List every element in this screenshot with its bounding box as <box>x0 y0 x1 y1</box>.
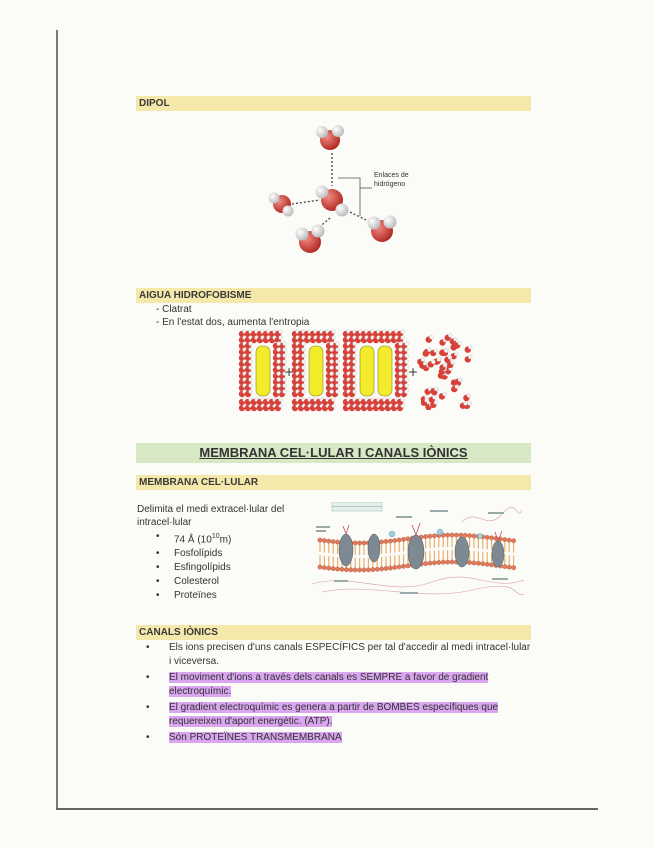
water-dipole-diagram <box>260 118 430 268</box>
membrana-intro: Delimita el medi extracel·lular del intracel·lular <box>137 504 285 528</box>
solute-rod-1 <box>256 346 270 396</box>
aigua-list <box>156 303 309 329</box>
membrana-item-fosfolipids: • Fosfolípids <box>156 547 231 561</box>
page-edge-bottom <box>56 808 598 810</box>
canals-item-transmembrana: • Són PROTEÏNES TRANSMEMBRANA <box>146 731 531 745</box>
main-title: MEMBRANA CEL·LULAR I CANALS IÒNICS <box>136 443 531 463</box>
aigua-item-clatrat: - Clatrat <box>156 303 309 316</box>
section-header-aigua: AIGUA HIDROFOBISME <box>136 288 531 303</box>
membrana-item-thickness: • 74 Å $(10^{10}m)$ <box>156 530 231 547</box>
membrana-list <box>156 530 231 603</box>
membrana-item-proteines: • Proteïnes <box>156 589 231 603</box>
canals-list <box>146 641 531 747</box>
plus-sign-1: + <box>284 365 295 379</box>
annotation-line-1: Enlaces de <box>374 172 409 179</box>
cell-membrane-diagram <box>312 502 524 604</box>
solute-rod-4 <box>378 346 392 396</box>
canals-item-gradient: • El moviment d'ions a través dels canals es SEMPRE a favor de gradient electroquímic. <box>146 671 531 699</box>
section-header-dipol: DIPOL <box>136 96 531 111</box>
solute-rod-3 <box>360 346 374 396</box>
aigua-item-entropia: - En l'estat dos, aumenta l'entropia <box>156 316 309 329</box>
solute-rod-2 <box>309 346 323 396</box>
annotation-line-2: hidrógeno <box>374 181 406 188</box>
clathrate-diagram <box>236 328 476 414</box>
plus-sign-2: + <box>408 365 419 379</box>
page-edge-left <box>56 30 58 810</box>
section-header-membrana: MEMBRANA CEL·LULAR <box>136 475 531 490</box>
canals-item-especifics: • Els ions precisen d'uns canals ESPECÍFICS per tal d'accedir al medi intracel·lular i viceversa. <box>146 641 531 669</box>
membrana-item-colesterol: • Colesterol <box>156 575 231 589</box>
section-header-canals: CANALS IÒNICS <box>136 625 531 640</box>
membrana-item-esfingolipids: • Esfingolípids <box>156 561 231 575</box>
canals-item-bombes: • El gradient electroquímic es genera a partir de BOMBES específiques que requereixen d'aport energètic. (ATP). <box>146 701 531 729</box>
